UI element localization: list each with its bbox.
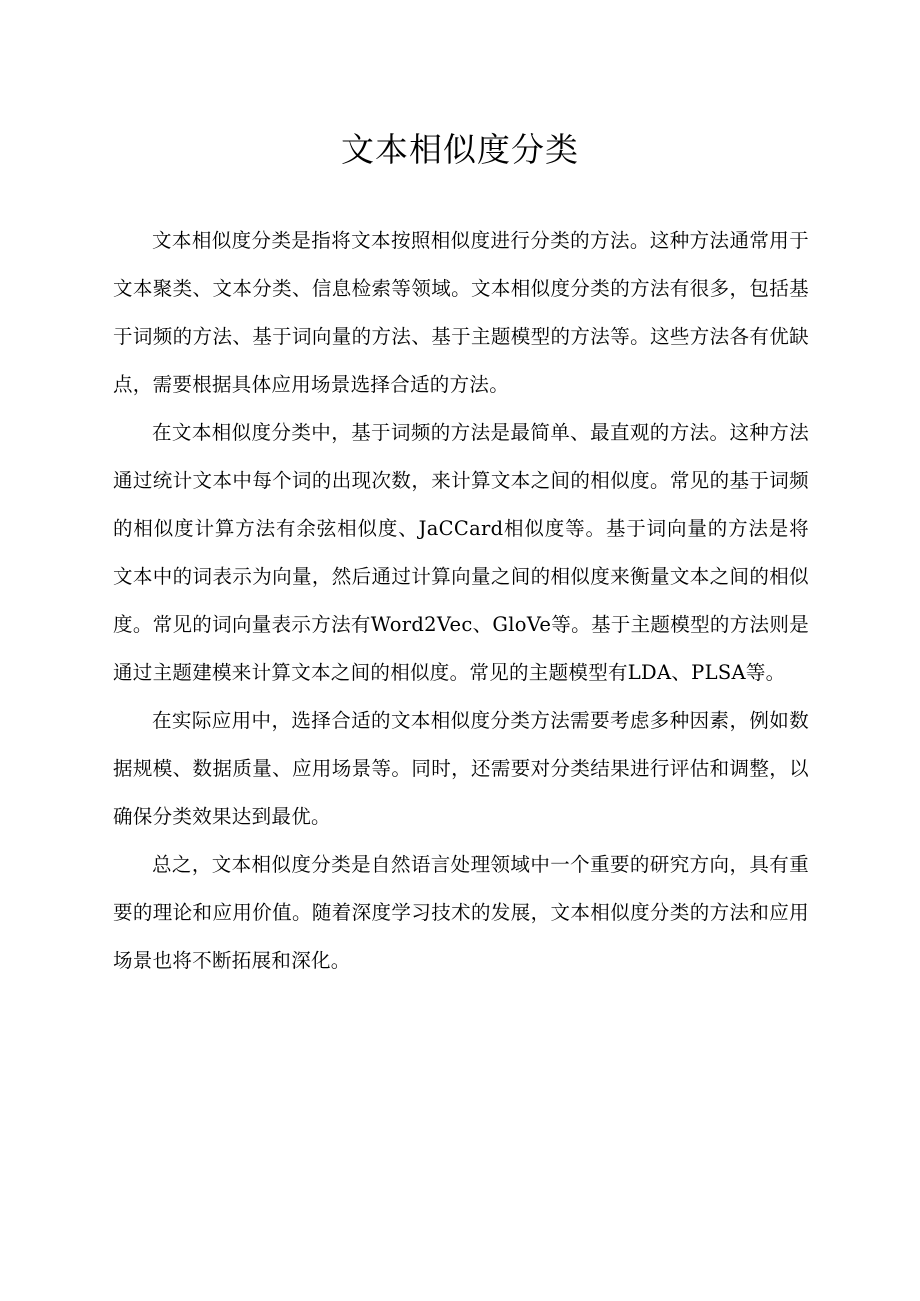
paragraph-application: 在实际应用中，选择合适的文本相似度分类方法需要考虑多种因素，例如数据规模、数据质量、应用场景等。同时，还需要对分类结果进行评估和调整，以确保分类效果达到最优。 [113,709,809,828]
document-title: 文本相似度分类 [341,130,579,169]
paragraph-conclusion: 总之，文本相似度分类是自然语言处理领域中一个重要的研究方向，具有重要的理论和应用价值。随着深度学习技术的发展，文本相似度分类的方法和应用场景也将不断拓展和深化。 [113,853,809,972]
paragraph-intro: 文本相似度分类是指将文本按照相似度进行分类的方法。这种方法通常用于文本聚类、文本分类、信息检索等领域。文本相似度分类的方法有很多，包括基于词频的方法、基于词向量的方法、基于主题模型的方法等。这些方法各有优缺点，需要根据具体应用场景选择合适的方法。 [113,229,809,396]
paragraph-methods: 在文本相似度分类中，基于词频的方法是最简单、最直观的方法。这种方法通过统计文本中每个词的出现次数，来计算文本之间的相似度。常见的基于词频的相似度计算方法有余弦相似度、JaCCard相似度等。基于词向量的方法是将文本中的词表示为向量，然后通过计算向量之间的相似度来衡量文本之间的相似度。常见的词向量表示方法有Word2Vec、GloVe等。基于主题模型的方法则是通过主题建模来计算文本之间的相似度。常见的主题模型有LDA、PLSA等。 [113,421,809,684]
document-body [113,217,809,985]
